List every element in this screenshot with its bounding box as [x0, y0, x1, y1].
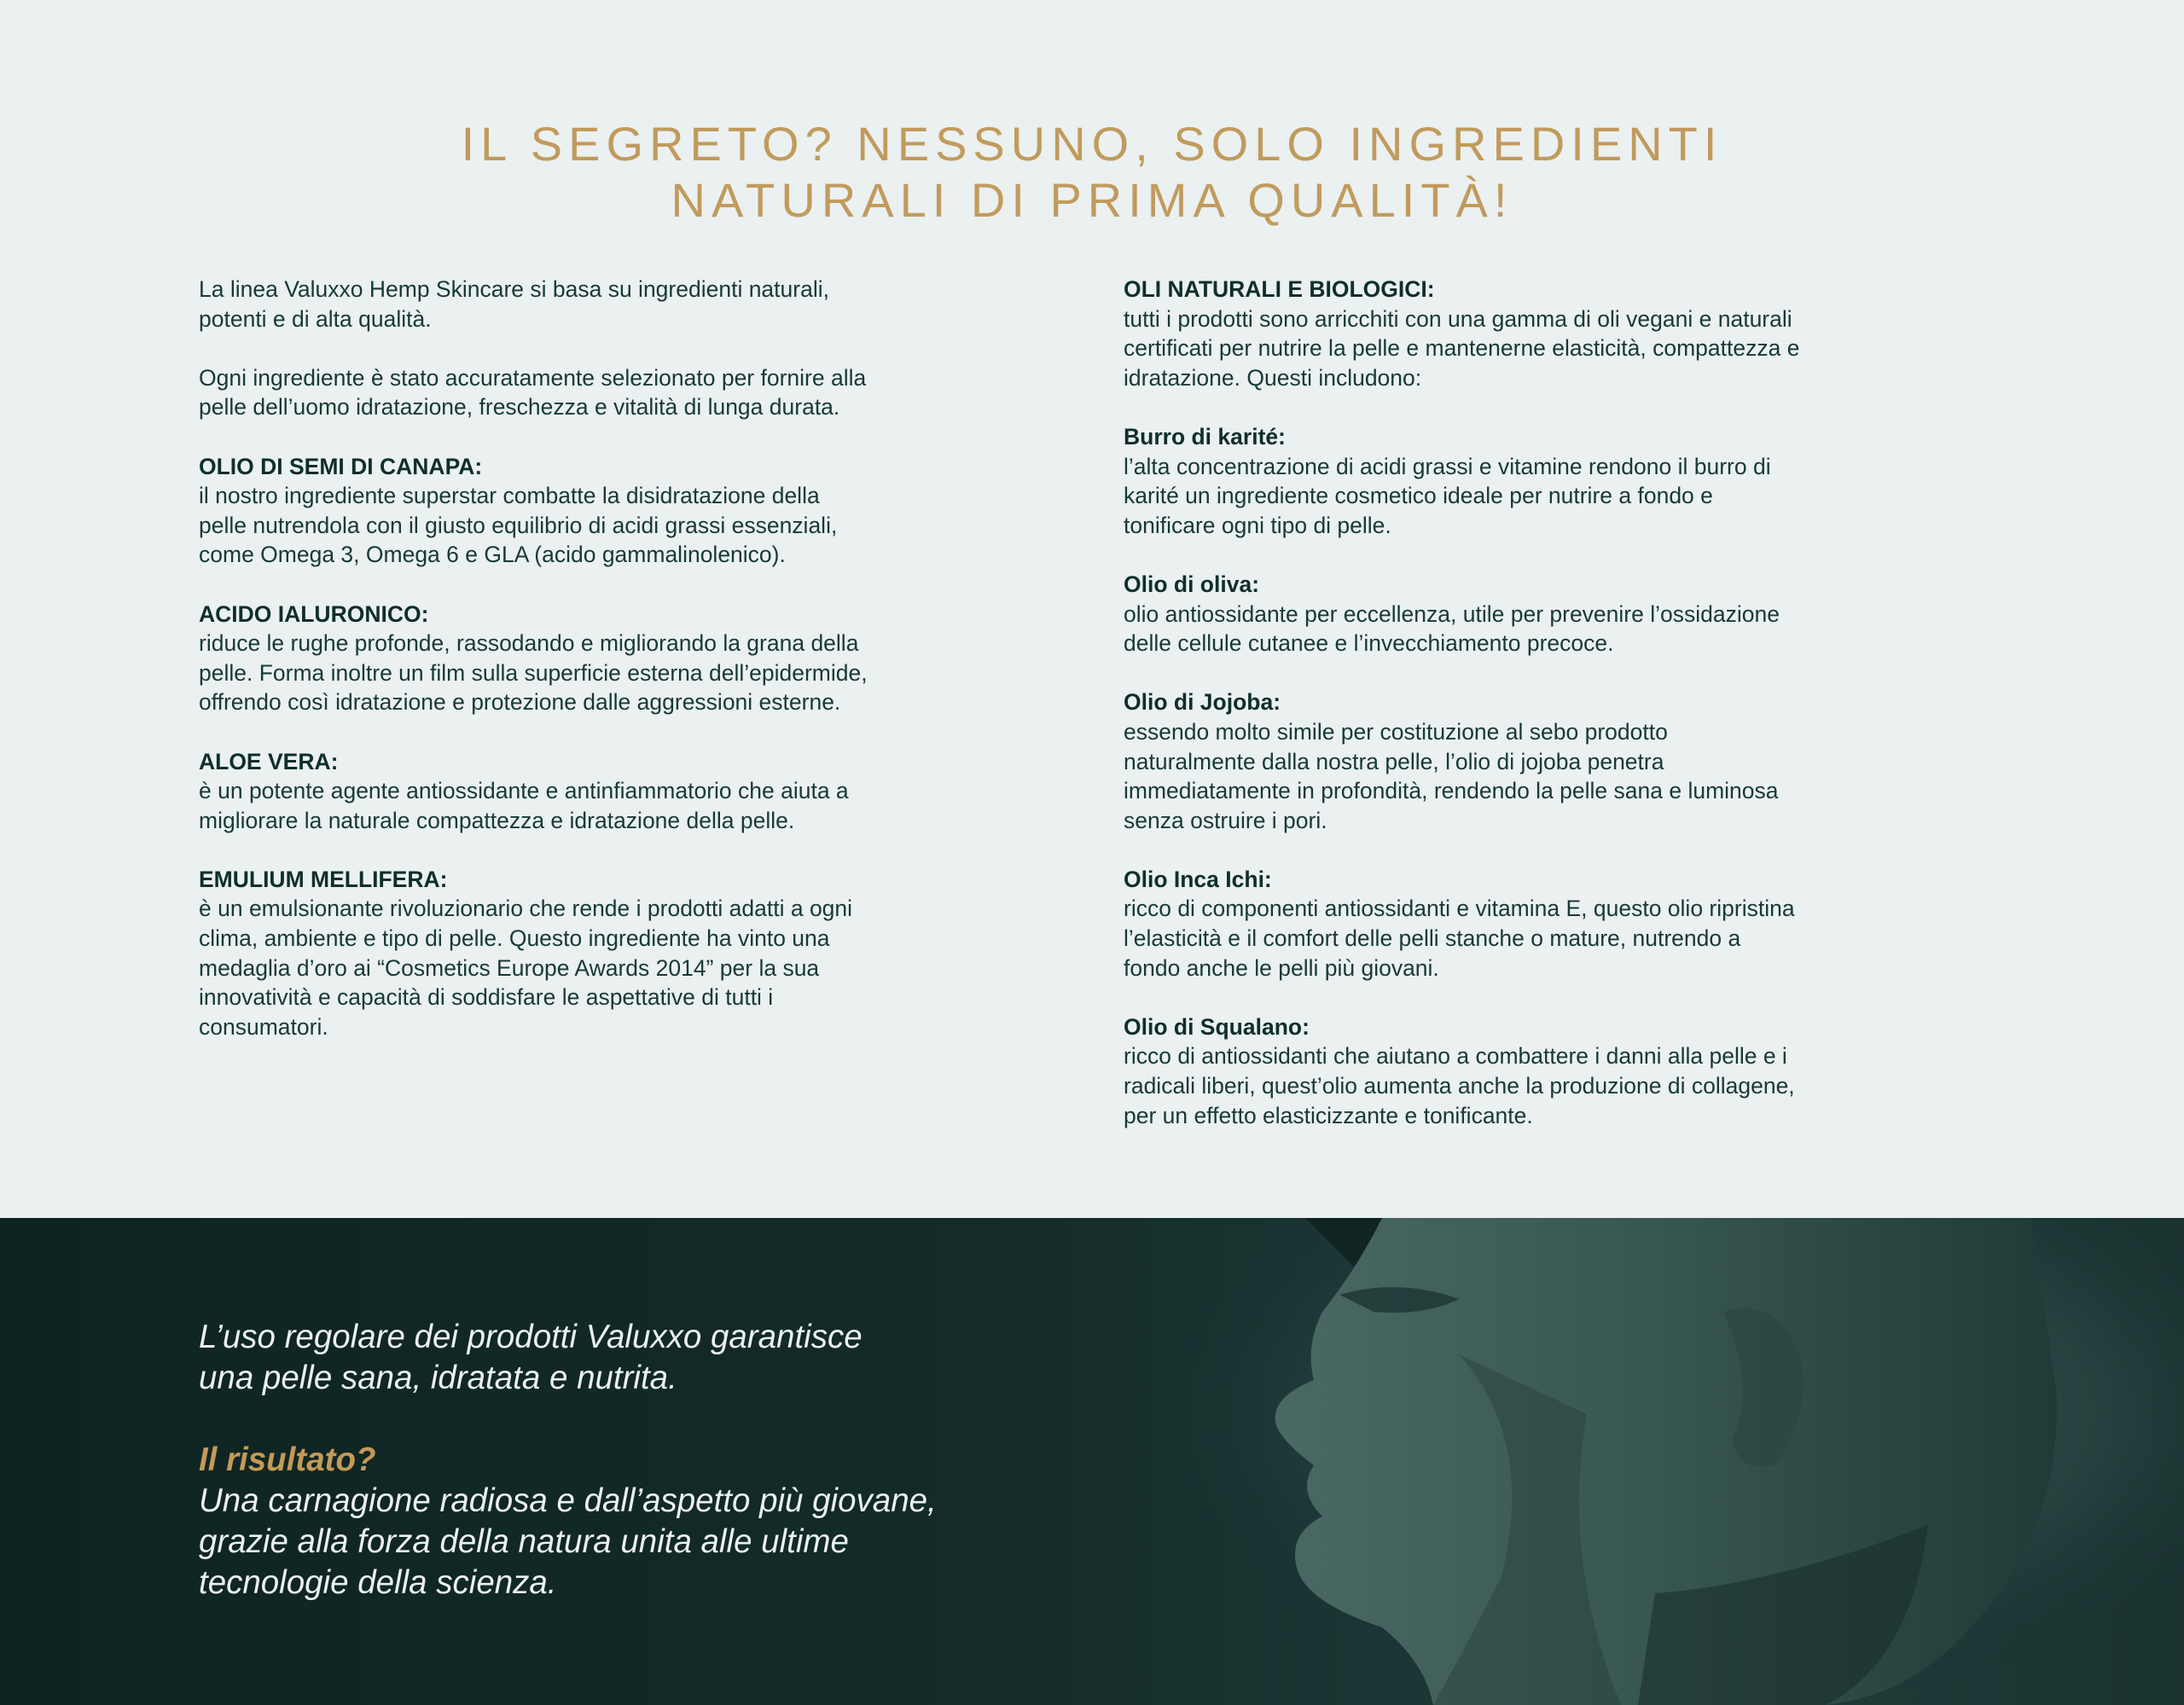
text-line: tutti i prodotti sono arricchiti con una gamma di oli vegani e naturali: [1124, 305, 1792, 332]
text-line: senza ostruire i pori.: [1124, 807, 1327, 833]
left-column: [199, 275, 984, 1041]
text-line: Ogni ingrediente è stato accuratamente selezionato per fornire alla: [199, 364, 867, 391]
ingredient-title: ALOE VERA:: [199, 748, 339, 774]
results-quote: [199, 1317, 1137, 1604]
result-title: Il risultato?: [199, 1441, 376, 1478]
ingredient-title: Olio di Squalano:: [1124, 1013, 1310, 1040]
results-banner: [0, 1218, 2184, 1705]
ingredient-inca-inchi-oil: [1124, 865, 1926, 983]
text-line: clima, ambiente e tipo di pelle. Questo ingrediente ha vinto una: [199, 925, 830, 952]
ingredient-hemp-seed-oil: [199, 452, 984, 570]
text-line: pelle dell’uomo idratazione, freschezza e vitalità di lunga durata.: [199, 394, 840, 420]
ingredient-jojoba-oil: [1124, 687, 1926, 835]
text-line: medaglia d’oro ai “Cosmetics Europe Awards 2014” per la sua: [199, 954, 820, 981]
text-line: offrendo così idratazione e protezione dalle aggressioni esterne.: [199, 689, 841, 716]
ingredient-title: OLI NATURALI E BIOLOGICI:: [1124, 276, 1435, 302]
intro-paragraph-2: [199, 363, 984, 422]
text-line: olio antiossidante per eccellenza, utile per prevenire l’ossidazione: [1124, 600, 1780, 627]
ingredient-squalane-oil: [1124, 1012, 1926, 1130]
text-line: migliorare la naturale compattezza e idratazione della pelle.: [199, 807, 795, 833]
man-profile-portrait: [1177, 1218, 2184, 1705]
text-line: ricco di componenti antiossidanti e vitamina E, questo olio ripristina: [1124, 896, 1795, 922]
text-line: certificati per nutrire la pelle e mantenerne elasticità, compattezza e: [1124, 335, 1800, 362]
ingredient-title: Olio di oliva:: [1124, 571, 1260, 597]
section-heading: [0, 116, 2184, 229]
text-line: idratazione. Questi includono:: [1124, 364, 1422, 391]
right-column: [1124, 275, 1926, 1130]
result-line: Una carnagione radiosa e dall’aspetto più giovane,: [199, 1482, 937, 1519]
ingredient-title: EMULIUM MELLIFERA:: [199, 866, 448, 892]
ingredient-title: Olio Inca Ichi:: [1124, 866, 1272, 892]
text-line: radicali liberi, quest’olio aumenta anche la produzione di collagene,: [1124, 1073, 1795, 1099]
text-line: è un emulsionante rivoluzionario che rende i prodotti adatti a ogni: [199, 896, 853, 922]
text-line: per un effetto elasticizzante e tonificante.: [1124, 1102, 1533, 1128]
text-line: fondo anche le pelli più giovani.: [1124, 954, 1439, 981]
result-line: grazie alla forza della natura unita alle ultime: [199, 1523, 849, 1560]
quote-line: una pelle sana, idratata e nutrita.: [199, 1360, 677, 1396]
text-line: pelle nutrendola con il giusto equilibrio di acidi grassi essenziali,: [199, 512, 838, 538]
quote-line: L’uso regolare dei prodotti Valuxxo garantisce: [199, 1319, 863, 1355]
text-line: essendo molto simile per costituzione al sebo prodotto: [1124, 718, 1668, 745]
ingredient-title: Olio di Jojoba:: [1124, 689, 1281, 716]
text-line: l’alta concentrazione di acidi grassi e vitamine rendono il burro di: [1124, 453, 1771, 479]
heading-line-2: NATURALI DI PRIMA QUALITÀ!: [671, 172, 1513, 227]
ingredient-aloe-vera: [199, 747, 984, 836]
result-line: tecnologie della scienza.: [199, 1564, 557, 1601]
text-line: il nostro ingrediente superstar combatte la disidratazione della: [199, 483, 820, 509]
heading-line-1: IL SEGRETO? NESSUNO, SOLO INGREDIENTI: [461, 116, 1723, 171]
text-line: come Omega 3, Omega 6 e GLA (acido gammalinolenico).: [199, 542, 786, 568]
text-line: immediatamente in profondità, rendendo la pelle sana e luminosa: [1124, 778, 1779, 804]
ingredient-emulium-mellifera: [199, 865, 984, 1042]
text-line: karité un ingrediente cosmetico ideale per nutrire a fondo e: [1124, 483, 1713, 509]
ingredient-title: OLIO DI SEMI DI CANAPA:: [199, 453, 483, 479]
text-line: riduce le rughe profonde, rassodando e migliorando la grana della: [199, 630, 859, 657]
quote-spacer: [199, 1399, 1137, 1440]
text-line: naturalmente dalla nostra pelle, l’olio di jojoba penetra: [1124, 748, 1664, 774]
ingredient-shea-butter: [1124, 422, 1926, 540]
text-line: l’elasticità e il comfort delle pelli stanche o mature, nutrendo a: [1124, 925, 1741, 952]
ingredient-olive-oil: [1124, 570, 1926, 658]
text-line: consumatori.: [199, 1013, 328, 1040]
ingredient-title: ACIDO IALURONICO:: [199, 600, 429, 627]
text-line: ricco di antiossidanti che aiutano a combattere i danni alla pelle e i: [1124, 1043, 1787, 1070]
text-line: pelle. Forma inoltre un film sulla superficie esterna dell’epidermide,: [199, 659, 868, 686]
intro-paragraph-1: [199, 275, 984, 333]
text-line: è un potente agente antiossidante e antinfiammatorio che aiuta a: [199, 778, 849, 804]
text-line: innovatività e capacità di soddisfare le aspettative di tutti i: [199, 984, 774, 1011]
text-line: La linea Valuxxo Hemp Skincare si basa su ingredienti naturali,: [199, 276, 829, 302]
ingredient-hyaluronic-acid: [199, 600, 984, 717]
text-line: potenti e di alta qualità.: [199, 305, 432, 332]
text-line: delle cellule cutanee e l’invecchiamento precoce.: [1124, 630, 1614, 657]
ingredient-natural-oils: [1124, 275, 1926, 392]
ingredient-title: Burro di karité:: [1124, 423, 1286, 449]
text-line: tonificare ogni tipo di pelle.: [1124, 512, 1391, 538]
